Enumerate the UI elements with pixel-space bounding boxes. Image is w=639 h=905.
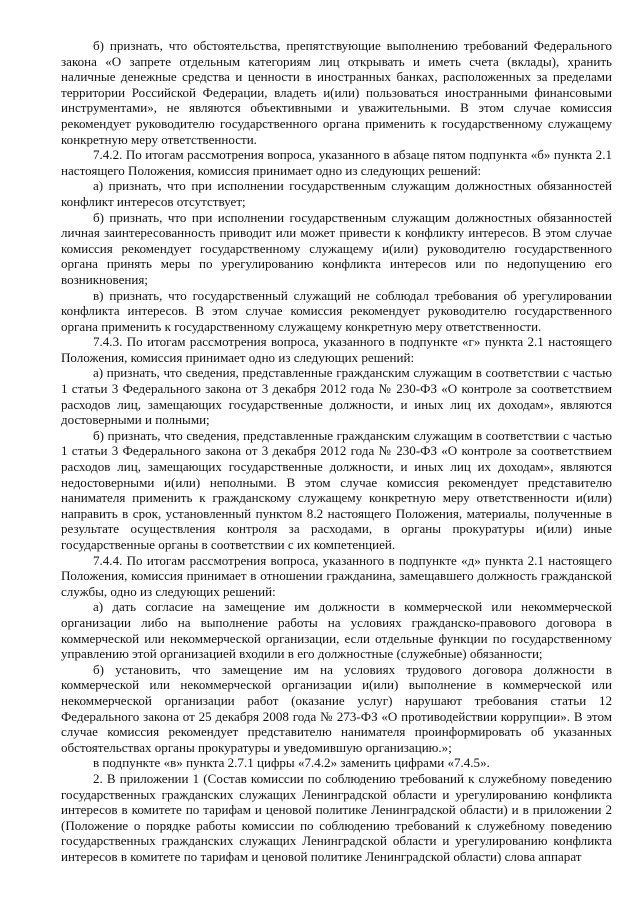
paragraph-section-2-appendix: 2. В приложении 1 (Состав комиссии по соблюдению требований к служебному поведению государственных гражданских служащих Ленинградской области и урегулированию конфликта интересов в комитете по тарифам и ценовой политике Ленинградской области) и в приложении 2 (Положение о порядке работы комиссии по соблюдению требований к служебному поведению государственных гражданских служащих Ленинградской области и урегулированию конфликта интересов в комитете по тарифам и ценовой политике Ленинградской области) слова аппарат (61, 770, 612, 864)
document-page (61, 38, 612, 864)
paragraph-7-4-3-b: б) признать, что сведения, представленные гражданским служащим в соответствии с частью 1 статьи 3 Федерального закона от 3 декабря 2012 года № 230-ФЗ «О контроле за соответствием расходов лиц, замещающих государственные должности, и иных лиц их доходам», являются недостоверными и(или) неполными. В этом случае комиссия рекомендует представителю нанимателя применить к гражданскому служащему конкретную меру ответственности и(или) направить в срок, установленный пунктом 8.2 настоящего Положения, материалы, полученные в результате осуществления контроля за расходами, в органы прокуратуры и(или) иные государственные органы в соответствии с их компетенцией. (61, 427, 612, 552)
paragraph-7-4-2-b: б) признать, что при исполнении государственным служащим должностных обязанностей личная заинтересованность приводит или может привести к конфликту интересов. В этом случае комиссия рекомендует государственному служащему и(или) руководителю государственного органа принять меры по урегулированию конфликта интересов или по недопущению его возникновения; (61, 209, 612, 287)
paragraph-7-4-2-a: а) признать, что при исполнении государственным служащим должностных обязанностей конфликт интересов отсутствует; (61, 178, 612, 209)
paragraph-7-4-4: 7.4.4. По итогам рассмотрения вопроса, указанного в подпункте «д» пункта 2.1 настоящего Положения, комиссия принимает в отношении гражданина, замещавшего должность гражданской службы, одно из следующих решений: (61, 552, 612, 599)
paragraph-7-4-4-a: а) дать согласие на замещение им должности в коммерческой или некоммерческой организации либо на выполнение работы на условиях гражданско-правового договора в коммерческой или некоммерческой организации, если отдельные функции по государственному управлению этой организацией входили в его должностные (служебные) обязанности; (61, 599, 612, 662)
paragraph-7-4-3-a: а) признать, что сведения, представленные гражданским служащим в соответствии с частью 1 статьи 3 Федерального закона от 3 декабря 2012 года № 230-ФЗ «О контроле за соответствием расходов лиц, замещающих государственные должности, и иных лиц их доходам», являются достоверными и полными; (61, 365, 612, 428)
paragraph-7-4-3: 7.4.3. По итогам рассмотрения вопроса, указанного в подпункте «г» пункта 2.1 настоящего Положения, комиссия принимает одно из следующих решений: (61, 334, 612, 365)
paragraph-7-4-4-b: б) установить, что замещение им на условиях трудового договора должности в коммерческой или некоммерческой организации и(или) выполнение в коммерческой или некоммерческой организации работ (оказание услуг) нарушают требования статьи 12 Федерального закона от 25 декабря 2008 года № 273-ФЗ «О противодействии коррупции». В этом случае комиссия рекомендует представителю нанимателя проинформировать об указанных обстоятельствах органы прокуратуры и уведомившую организацию.»; (61, 661, 612, 755)
paragraph-7-4-2: 7.4.2. По итогам рассмотрения вопроса, указанного в абзаце пятом подпункта «б» пункта 2.1 настоящего Положения, комиссия принимает одно из следующих решений: (61, 147, 612, 178)
paragraph-b-financial-instruments: б) признать, что обстоятельства, препятствующие выполнению требований Федерального закона «О запрете отдельным категориям лиц открывать и иметь счета (вклады), хранить наличные денежные средства и ценности в иностранных банках, расположенных за пределами территории Российской Федерации, владеть и(или) пользоваться иностранными финансовыми инструментами», не являются объективными и уважительными. В этом случае комиссия рекомендует руководителю государственного органа применить к государственному служащему конкретную меру ответственности. (61, 38, 612, 147)
paragraph-subpoint-2-7-1: в подпункте «в» пункта 2.7.1 цифры «7.4.2» заменить цифрами «7.4.5». (93, 755, 490, 771)
paragraph-7-4-2-v: в) признать, что государственный служащий не соблюдал требования об урегулировании конфликта интересов. В этом случае комиссия рекомендует руководителю государственного органа применить к государственному служащему конкретную меру ответственности. (61, 287, 612, 334)
